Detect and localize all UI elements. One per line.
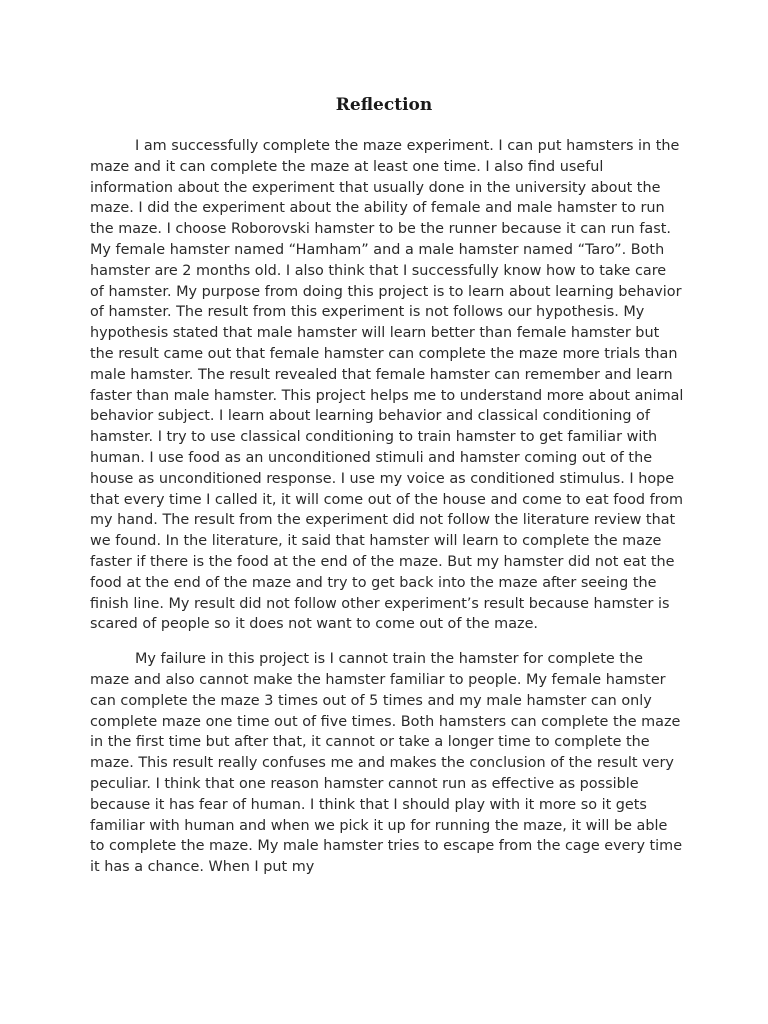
paragraph-1: I am successfully complete the maze experiment. I can put hamsters in the maze and it can complete the maze at least one time. I also find useful information about the experiment that usually done in the university about the maze. I did the experiment about the ability of female and male hamster to run the maze. I choose Roborovski hamster to be the runner because it can run fast. My female hamster named “Hamham” and a male hamster named “Taro”. Both hamster are 2 months old. I also think that I successfully know how to take care of hamster. My purpose from doing this project is to learn about learning behavior of hamster. The result from this experiment is not follows our hypothesis. My hypothesis stated that male hamster will learn better than female hamster but the result came out that female hamster can complete the maze more trials than male hamster. The result revealed that female hamster can remember and learn faster than male hamster. This project helps me to understand more about animal behavior subject. I learn about learning behavior and classical conditioning of hamster. I try to use classical conditioning to train hamster to get familiar with human. I use food as an unconditioned stimuli and hamster coming out of the house as unconditioned response. I use my voice as conditioned stimulus. I hope that every time I called it, it will come out of the house and come to eat food from my hand. The result from the experiment did not follow the literature review that we found. In the literature, it said that hamster will learn to complete the maze faster if there is the food at the end of the maze. But my hamster did not eat the food at the end of the maze and try to get back into the maze after seeing the finish line. My result did not follow other experiment’s result because hamster is scared of people so it does not want to come out of the maze. <box>90 138 684 633</box>
paragraph-2: My failure in this project is I cannot train the hamster for complete the maze and also cannot make the hamster familiar to people. My female hamster can complete the maze 3 times out of 5 times and my male hamster can only complete maze one time out of five times. Both hamsters can complete the maze in the first time but after that, it cannot or take a longer time to complete the maze. This result really confuses me and makes the conclusion of the result very peculiar. I think that one reason hamster cannot run as effective as possible because it has fear of human. I think that I should play with it more so it gets familiar with human and when we pick it up for running the maze, it will be able to complete the maze. My male hamster tries to escape from the cage every time it has a chance. When I put my <box>90 651 683 876</box>
document-body <box>90 136 684 878</box>
document-title: Reflection <box>335 95 433 115</box>
